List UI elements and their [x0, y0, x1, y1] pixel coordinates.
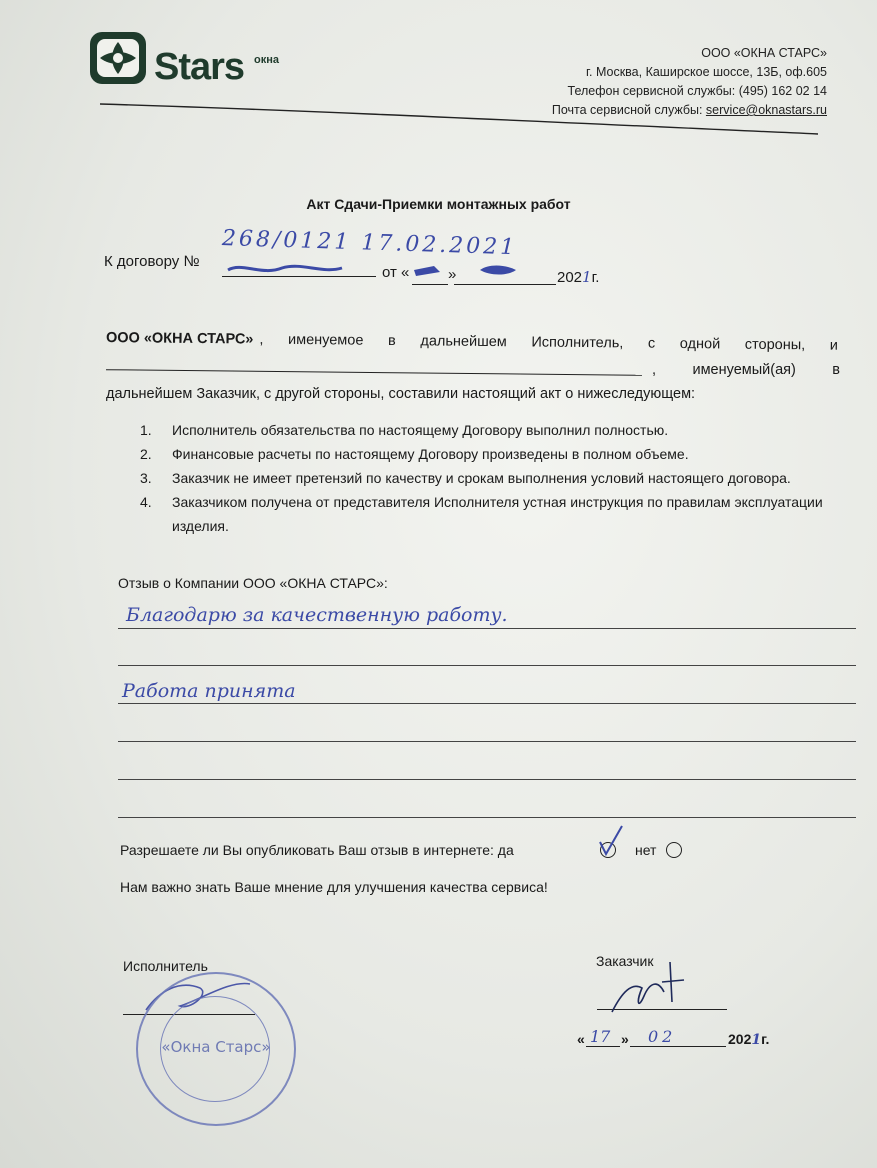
review-label: Отзыв о Компании ООО «ОКНА СТАРС»:	[118, 575, 388, 591]
company-phone: Телефон сервисной службы: (495) 162 02 14	[567, 84, 827, 98]
contract-year-label	[557, 268, 599, 286]
company-stamp	[136, 972, 296, 1126]
handwritten-contract-number: 268/0121 17.02.2021	[221, 226, 518, 261]
company-logo	[88, 28, 288, 96]
contract-year-suffix: г.	[591, 269, 600, 286]
date-day: 17	[590, 1027, 611, 1046]
customer-label: Заказчик	[596, 953, 654, 969]
logo-subword: окна	[254, 54, 279, 66]
review-line	[118, 779, 856, 780]
list-item	[140, 490, 860, 538]
parties-line-3: дальнейшем Заказчик, с другой стороны, составили настоящий акт о нижеследующем:	[106, 386, 696, 402]
contract-label: К договору №	[104, 253, 200, 270]
review-line	[118, 703, 856, 704]
date-year-digit: 1	[751, 1032, 762, 1048]
company-address: г. Москва, Каширское шоссе, 13Б, оф.605	[585, 65, 827, 79]
item-number: 3.	[140, 470, 152, 486]
item-text: Финансовые расчеты по настоящему Договору произведены в полном объеме.	[172, 446, 689, 462]
date-open-quote: «	[577, 1031, 585, 1047]
check-mark-icon	[596, 824, 626, 860]
publish-no-radio[interactable]	[666, 842, 682, 858]
review-line	[118, 741, 856, 742]
contract-day-line	[412, 284, 448, 285]
act-items-list	[140, 418, 860, 538]
customer-name-line	[106, 369, 642, 376]
date-year-suffix: г.	[761, 1031, 770, 1047]
item-number: 2.	[140, 446, 152, 462]
opinion-text: Нам важно знать Ваше мнение для улучшения качества сервиса!	[120, 879, 548, 895]
parties-line-1-rest: , именуемое в дальнейшем Исполнитель, с одной стороны, и	[259, 331, 839, 354]
review-text-1: Благодарю за качественную работу.	[126, 604, 508, 626]
parties-line-2	[652, 362, 840, 378]
review-text-2: Работа принята	[122, 680, 296, 702]
document-title: Акт Сдачи-Приемки монтажных работ	[306, 196, 571, 212]
date-close-quote: »	[621, 1031, 629, 1047]
scribble-marks	[222, 258, 522, 282]
contract-year-prefix: 202	[557, 269, 583, 286]
publish-no-label: нет	[635, 842, 657, 858]
email-label: Почта сервисной службы:	[551, 103, 706, 117]
item-number: 4.	[140, 494, 152, 510]
date-month: 02	[648, 1027, 677, 1046]
email-link[interactable]: service@oknastars.ru	[705, 103, 827, 117]
item-text: Исполнитель обязательства по настоящему Договору выполнил полностью.	[172, 422, 669, 438]
date-year-prefix: 202	[728, 1031, 752, 1047]
company-name: ООО «ОКНА СТАРС»	[701, 46, 827, 60]
contract-from-label: от «	[382, 264, 410, 281]
list-item	[140, 418, 860, 442]
header-rule	[100, 100, 820, 140]
logo-wordmark: Stars	[154, 46, 245, 88]
list-item	[140, 442, 860, 466]
stamp-text: «Окна Старс»	[161, 1038, 271, 1056]
item-number: 1.	[140, 422, 152, 438]
date-month-line	[630, 1046, 726, 1047]
parties-line-1	[106, 330, 838, 354]
contract-month-line	[454, 284, 556, 285]
executor-company: ООО «ОКНА СТАРС»	[105, 330, 254, 348]
review-line	[118, 665, 856, 666]
list-item	[140, 466, 860, 490]
item-text: Заказчиком получена от представителя Исполнителя устная инструкция по правилам эксплуатации изделия.	[172, 494, 823, 534]
publish-question: Разрешаете ли Вы опубликовать Ваш отзыв в интернете: да	[120, 842, 514, 858]
contract-year-digit: 1	[582, 268, 592, 286]
executor-label: Исполнитель	[123, 958, 208, 974]
review-line	[118, 628, 856, 629]
date-day-line	[586, 1046, 620, 1047]
review-line	[118, 817, 856, 818]
item-text: Заказчик не имеет претензий по качеству и срокам выполнения условий настоящего договора.	[172, 470, 791, 486]
date-year	[728, 1031, 769, 1048]
customer-signature	[608, 952, 688, 1032]
parties-line-2-text: , именуемый(ая) в	[652, 362, 840, 378]
contract-quote-close: »	[448, 266, 457, 283]
logo-mark-icon	[88, 30, 148, 86]
